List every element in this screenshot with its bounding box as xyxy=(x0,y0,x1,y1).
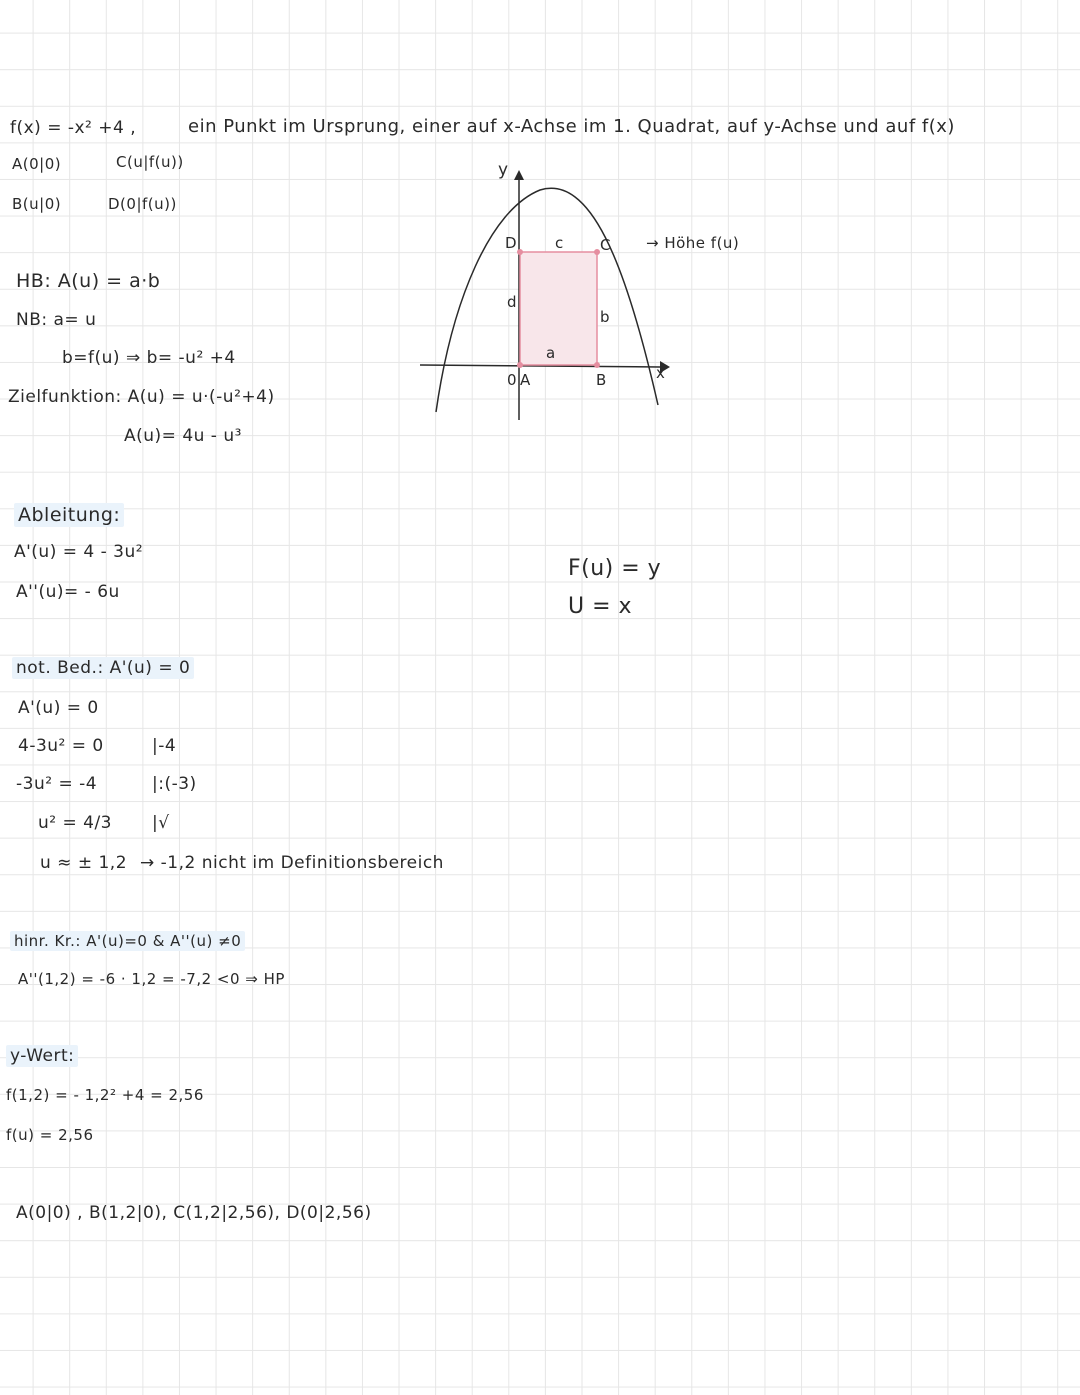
necessary-condition-title: not. Bed.: A'(u) = 0 xyxy=(12,657,194,679)
y-axis-arrow xyxy=(514,170,524,180)
side-condition-2: b=f(u) ⇒ b= -u² +4 xyxy=(62,348,236,368)
u-note: U = x xyxy=(568,594,633,619)
function-definition: f(x) = -x² +4 , xyxy=(10,118,137,138)
point-b-marker xyxy=(594,362,600,368)
derivative-title: Ableitung: xyxy=(14,503,124,527)
point-a-marker xyxy=(517,362,523,368)
y-value-step-2: f(u) = 2,56 xyxy=(6,1126,94,1144)
necessary-step-5: u ≈ ± 1,2 xyxy=(40,853,128,873)
graph-label-b-point: B xyxy=(596,371,607,389)
graph-label-c: C xyxy=(600,236,611,254)
graph-label-b-side: b xyxy=(600,308,611,326)
point-b-def: B(u|0) xyxy=(12,195,62,213)
necessary-step-1: A'(u) = 0 xyxy=(18,698,99,718)
necessary-step-2: 4-3u² = 0 xyxy=(18,736,104,756)
point-c-def: C(u|f(u)) xyxy=(116,153,184,171)
x-axis-label: x xyxy=(656,364,666,382)
inscribed-rectangle xyxy=(520,252,597,365)
graph-label-a-side: a xyxy=(546,344,556,362)
y-axis-label: y xyxy=(498,160,509,180)
necessary-step-3-op: |:(-3) xyxy=(152,774,197,794)
height-note: → Höhe f(u) xyxy=(646,234,740,252)
sufficient-condition-title: hinr. Kr.: A'(u)=0 & A''(u) ≠0 xyxy=(10,931,245,951)
necessary-step-2-op: |-4 xyxy=(152,736,177,756)
target-function-simplified: A(u)= 4u - u³ xyxy=(124,426,242,446)
point-a-def: A(0|0) xyxy=(12,155,62,173)
second-derivative: A''(u)= - 6u xyxy=(16,582,120,602)
necessary-step-3: -3u² = -4 xyxy=(16,774,98,794)
task-description: ein Punkt im Ursprung, einer auf x-Achse im 1. Quadrat, auf y-Achse und auf f(x) xyxy=(188,116,955,137)
y-value-title: y-Wert: xyxy=(6,1045,78,1067)
domain-note: → -1,2 nicht im Definitionsbereich xyxy=(140,853,444,873)
first-derivative: A'(u) = 4 - 3u² xyxy=(14,542,144,562)
main-condition: HB: A(u) = a·b xyxy=(16,270,161,292)
result-points: A(0|0) , B(1,2|0), C(1,2|2,56), D(0|2,56) xyxy=(16,1203,372,1223)
sufficient-step-1: A''(1,2) = -6 · 1,2 = -7,2 <0 ⇒ HP xyxy=(18,970,285,988)
graph-label-d: D xyxy=(505,234,518,252)
fu-note: F(u) = y xyxy=(568,556,662,581)
side-condition-1: NB: a= u xyxy=(16,310,97,330)
necessary-step-4: u² = 4/3 xyxy=(38,813,113,833)
graph-label-c-small: c xyxy=(555,234,564,252)
point-d-marker xyxy=(517,249,523,255)
graph-label-a-point: A xyxy=(520,371,531,389)
graph-label-d-side: d xyxy=(507,293,518,311)
target-function: Zielfunktion: A(u) = u·(-u²+4) xyxy=(8,387,275,407)
necessary-step-4-op: |√ xyxy=(152,813,170,833)
point-d-def: D(0|f(u)) xyxy=(108,195,177,213)
graph-label-origin: 0 xyxy=(507,371,518,389)
y-value-step-1: f(1,2) = - 1,2² +4 = 2,56 xyxy=(6,1086,204,1104)
